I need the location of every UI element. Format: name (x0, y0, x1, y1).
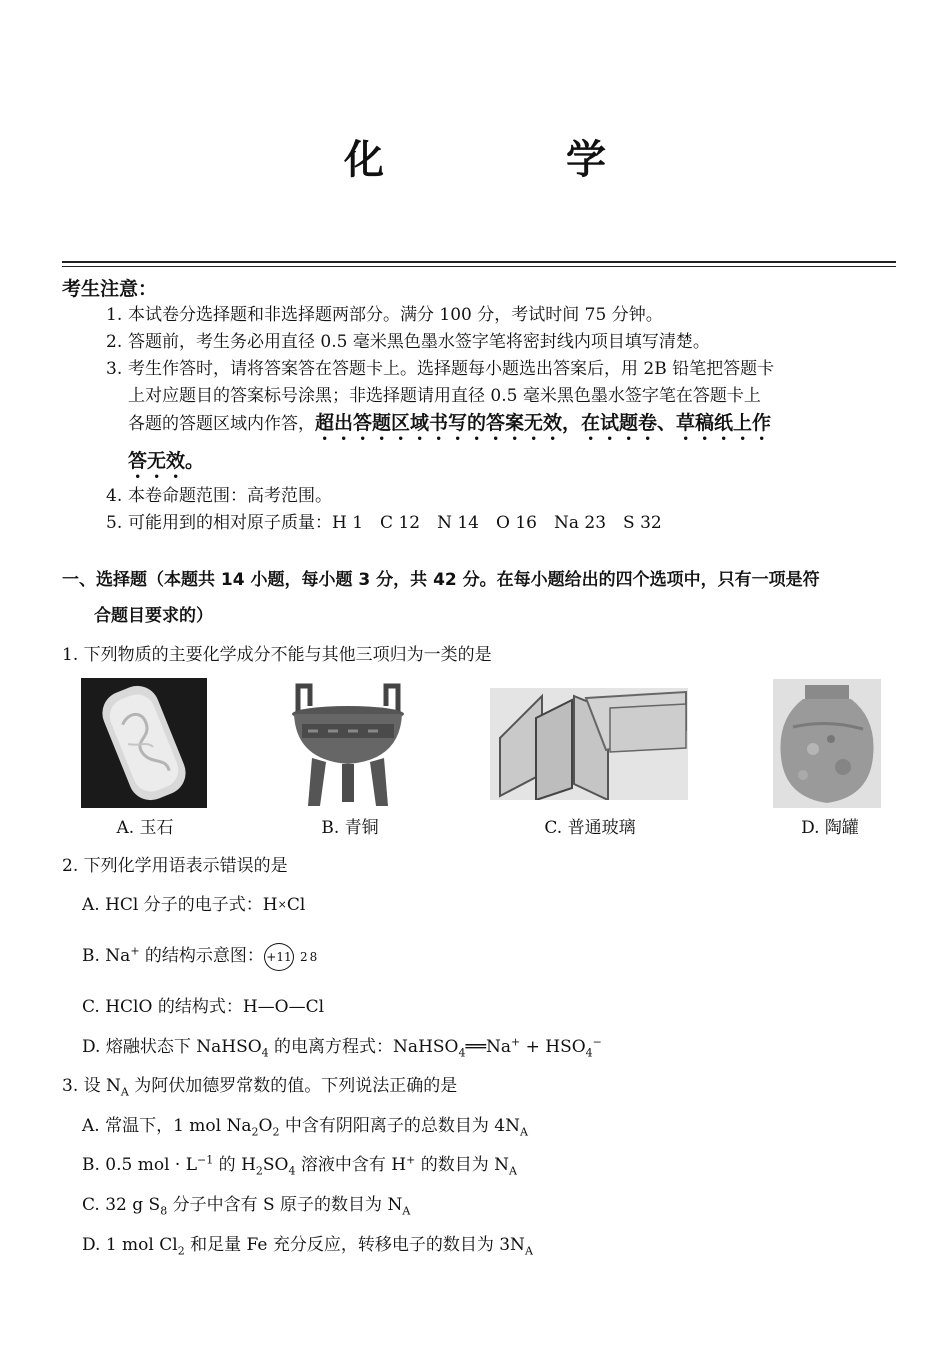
section-heading: 一、选择题（本题共 14 小题，每小题 3 分，共 42 分。在每小题给出的四个选项中，只有一项是符 合题目要求的） (62, 570, 820, 626)
header-rule (62, 261, 896, 263)
exam-title: 化 学 (344, 137, 690, 183)
question-2-option-a: A. HCl 分子的电子式：H×Cl (82, 895, 306, 915)
notice-list (106, 302, 898, 537)
question-2-option-d: D. 熔融状态下 NaHSO$_4$ 的电离方程式：NaHSO$_4$══Na+ + $HSO_4^-$ (82, 1035, 602, 1060)
pottery-jar-image (773, 679, 881, 808)
question-2-option-b: B. Na+ 的结构示意图： +11 2 8 (82, 941, 317, 971)
atomic-nucleus: +11 (264, 943, 294, 971)
notice-heading: 考生注意： (62, 278, 158, 300)
question-1-stem: 1. 下列物质的主要化学成分不能与其他三项归为一类的是 (62, 645, 492, 665)
notice-item: 5. 可能用到的相对原子质量：H 1 C 12 N 14 O 16 Na 23 S 32 (106, 513, 662, 533)
option-d-caption: D. 陶罐 (801, 818, 859, 838)
emphasized-warning-end: 答无效。 (128, 450, 205, 472)
notice-item: 3. 考生作答时，请将答案答在答题卡上。选择题每小题选出答案后，用 2B 铅笔把答题卡 上对应题目的答案标号涂黑；非选择题请用直径 0.5 毫米黑色墨水签字笔在答题卡上 各题的答题区域内作答，超出答题区域书写的答案无效，在试题卷、草稿纸上作 答无效。 (106, 359, 775, 472)
question-2-stem: 2. 下列化学用语表示错误的是 (62, 856, 288, 876)
question-3-option-c: C. 32 g $S_8$ 分子中含有 S 原子的数目为 $N_A$ (82, 1195, 411, 1218)
option-c-caption: C. 普通玻璃 (544, 818, 636, 838)
question-3-stem: 3. 设 $N_A$ 为阿伏加德罗常数的值。下列说法正确的是 (62, 1076, 458, 1099)
notice-item: 4. 本卷命题范围：高考范围。 (106, 486, 332, 506)
jade-image (81, 678, 207, 808)
bronze-ding-image (288, 678, 408, 810)
emphasized-warning: 超出答题区域书写的答案无效，在试题卷、草稿纸上作 (315, 412, 772, 434)
question-3-option-a: A. 常温下，1 mol $Na_2O_2$ 中含有阴阳离子的总数目为 $4N_A$ (82, 1116, 528, 1139)
question-2-option-c: C. HClO 的结构式：H—O—Cl (82, 997, 325, 1017)
header-rule-thin (62, 266, 896, 267)
glass-panes-image (490, 688, 688, 800)
question-3-option-b: B. 0.5 mol · $L^{-1}$ 的 $H_2SO_4$ 溶液中含有 H+ 的数目为 $N_A$ (82, 1153, 517, 1178)
notice-item: 1. 本试卷分选择题和非选择题两部分。满分 100 分，考试时间 75 分钟。 (106, 305, 663, 325)
question-3-option-d: D. 1 mol $Cl_2$ 和足量 Fe 充分反应，转移电子的数目为 $3N_A$ (82, 1235, 533, 1258)
notice-item: 2. 答题前，考生务必用直径 0.5 毫米黑色墨水签字笔将密封线内项目填写清楚。 (106, 332, 710, 352)
option-a-caption: A. 玉石 (116, 818, 174, 838)
option-b-caption: B. 青铜 (321, 818, 379, 838)
